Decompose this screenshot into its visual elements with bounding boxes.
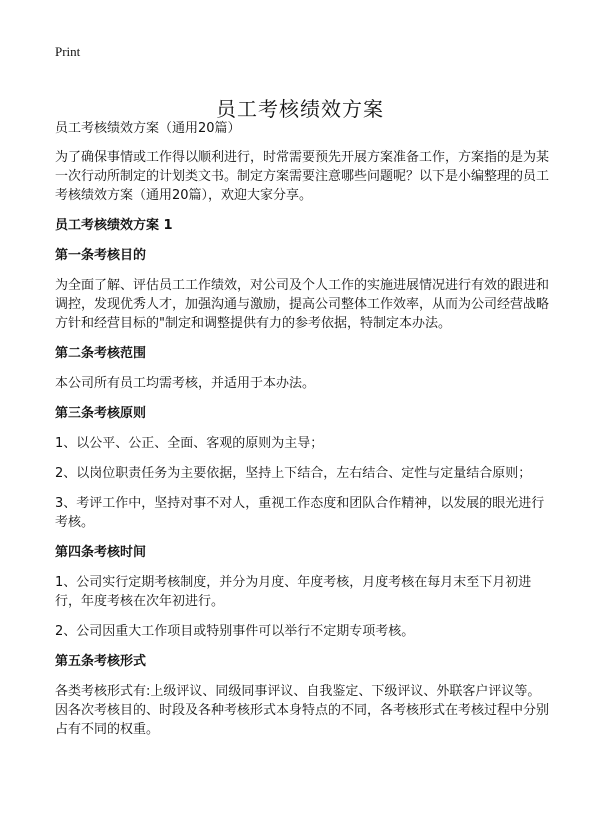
article-heading: 第四条考核时间 [55,545,147,560]
article-paragraph: 1、以公平、公正、全面、客观的原则为主导； [55,436,324,451]
intro-paragraph: 为了确保事情或工作得以顺利进行，时常需要预先开展方案准备工作，方案指的是为某一次行动所制定的计划类文书。制定方案需要注意哪些问题呢？以下是小编整理的员工考核绩效方案（通用20篇），欢迎大家分享。 [55,150,550,203]
article-heading: 第一条考核目的 [55,248,147,263]
article-paragraph: 1、公司实行定期考核制度，并分为月度、年度考核，月度考核在每月末至下月初进行，年度考核在次年初进行。 [55,575,532,609]
document-subtitle: 员工考核绩效方案（通用20篇） [55,121,241,136]
article-paragraph: 2、以岗位职责任务为主要依据，坚持上下结合，左右结合、定性与定量结合原则； [55,466,532,481]
section-title: 员工考核绩效方案 1 [55,218,173,233]
article-paragraph: 3、考评工作中，坚持对事不对人，重视工作态度和团队合作精神，以发展的眼光进行考核。 [55,496,545,530]
article-heading: 第二条考核范围 [55,346,147,361]
document-body [55,119,550,739]
article-heading: 第三条考核原则 [55,406,147,421]
article-paragraph: 各类考核形式有:上级评议、同级同事评议、自我鉴定、下级评议、外联客户评议等。因各次考核目的、时段及各种考核形式本身特点的不同，各考核形式在考核过程中分别占有不同的权重。 [55,684,550,737]
print-link[interactable]: Print [55,44,81,59]
article-paragraph: 2、公司因重大工作项目或特别事件可以举行不定期专项考核。 [55,624,415,639]
article-heading: 第五条考核形式 [55,654,147,669]
article-paragraph: 为全面了解、评估员工工作绩效，对公司及个人工作的实施进展情况进行有效的跟进和调控，发现优秀人才，加强沟通与激励，提高公司整体工作效率，从而为公司经营战略方针和经营目标的"制定和调整提供有力的参考依据，特制定本办法。 [55,278,550,331]
document-title: 员工考核绩效方案 [216,97,384,122]
article-paragraph: 本公司所有员工均需考核，并适用于本办法。 [55,376,316,391]
